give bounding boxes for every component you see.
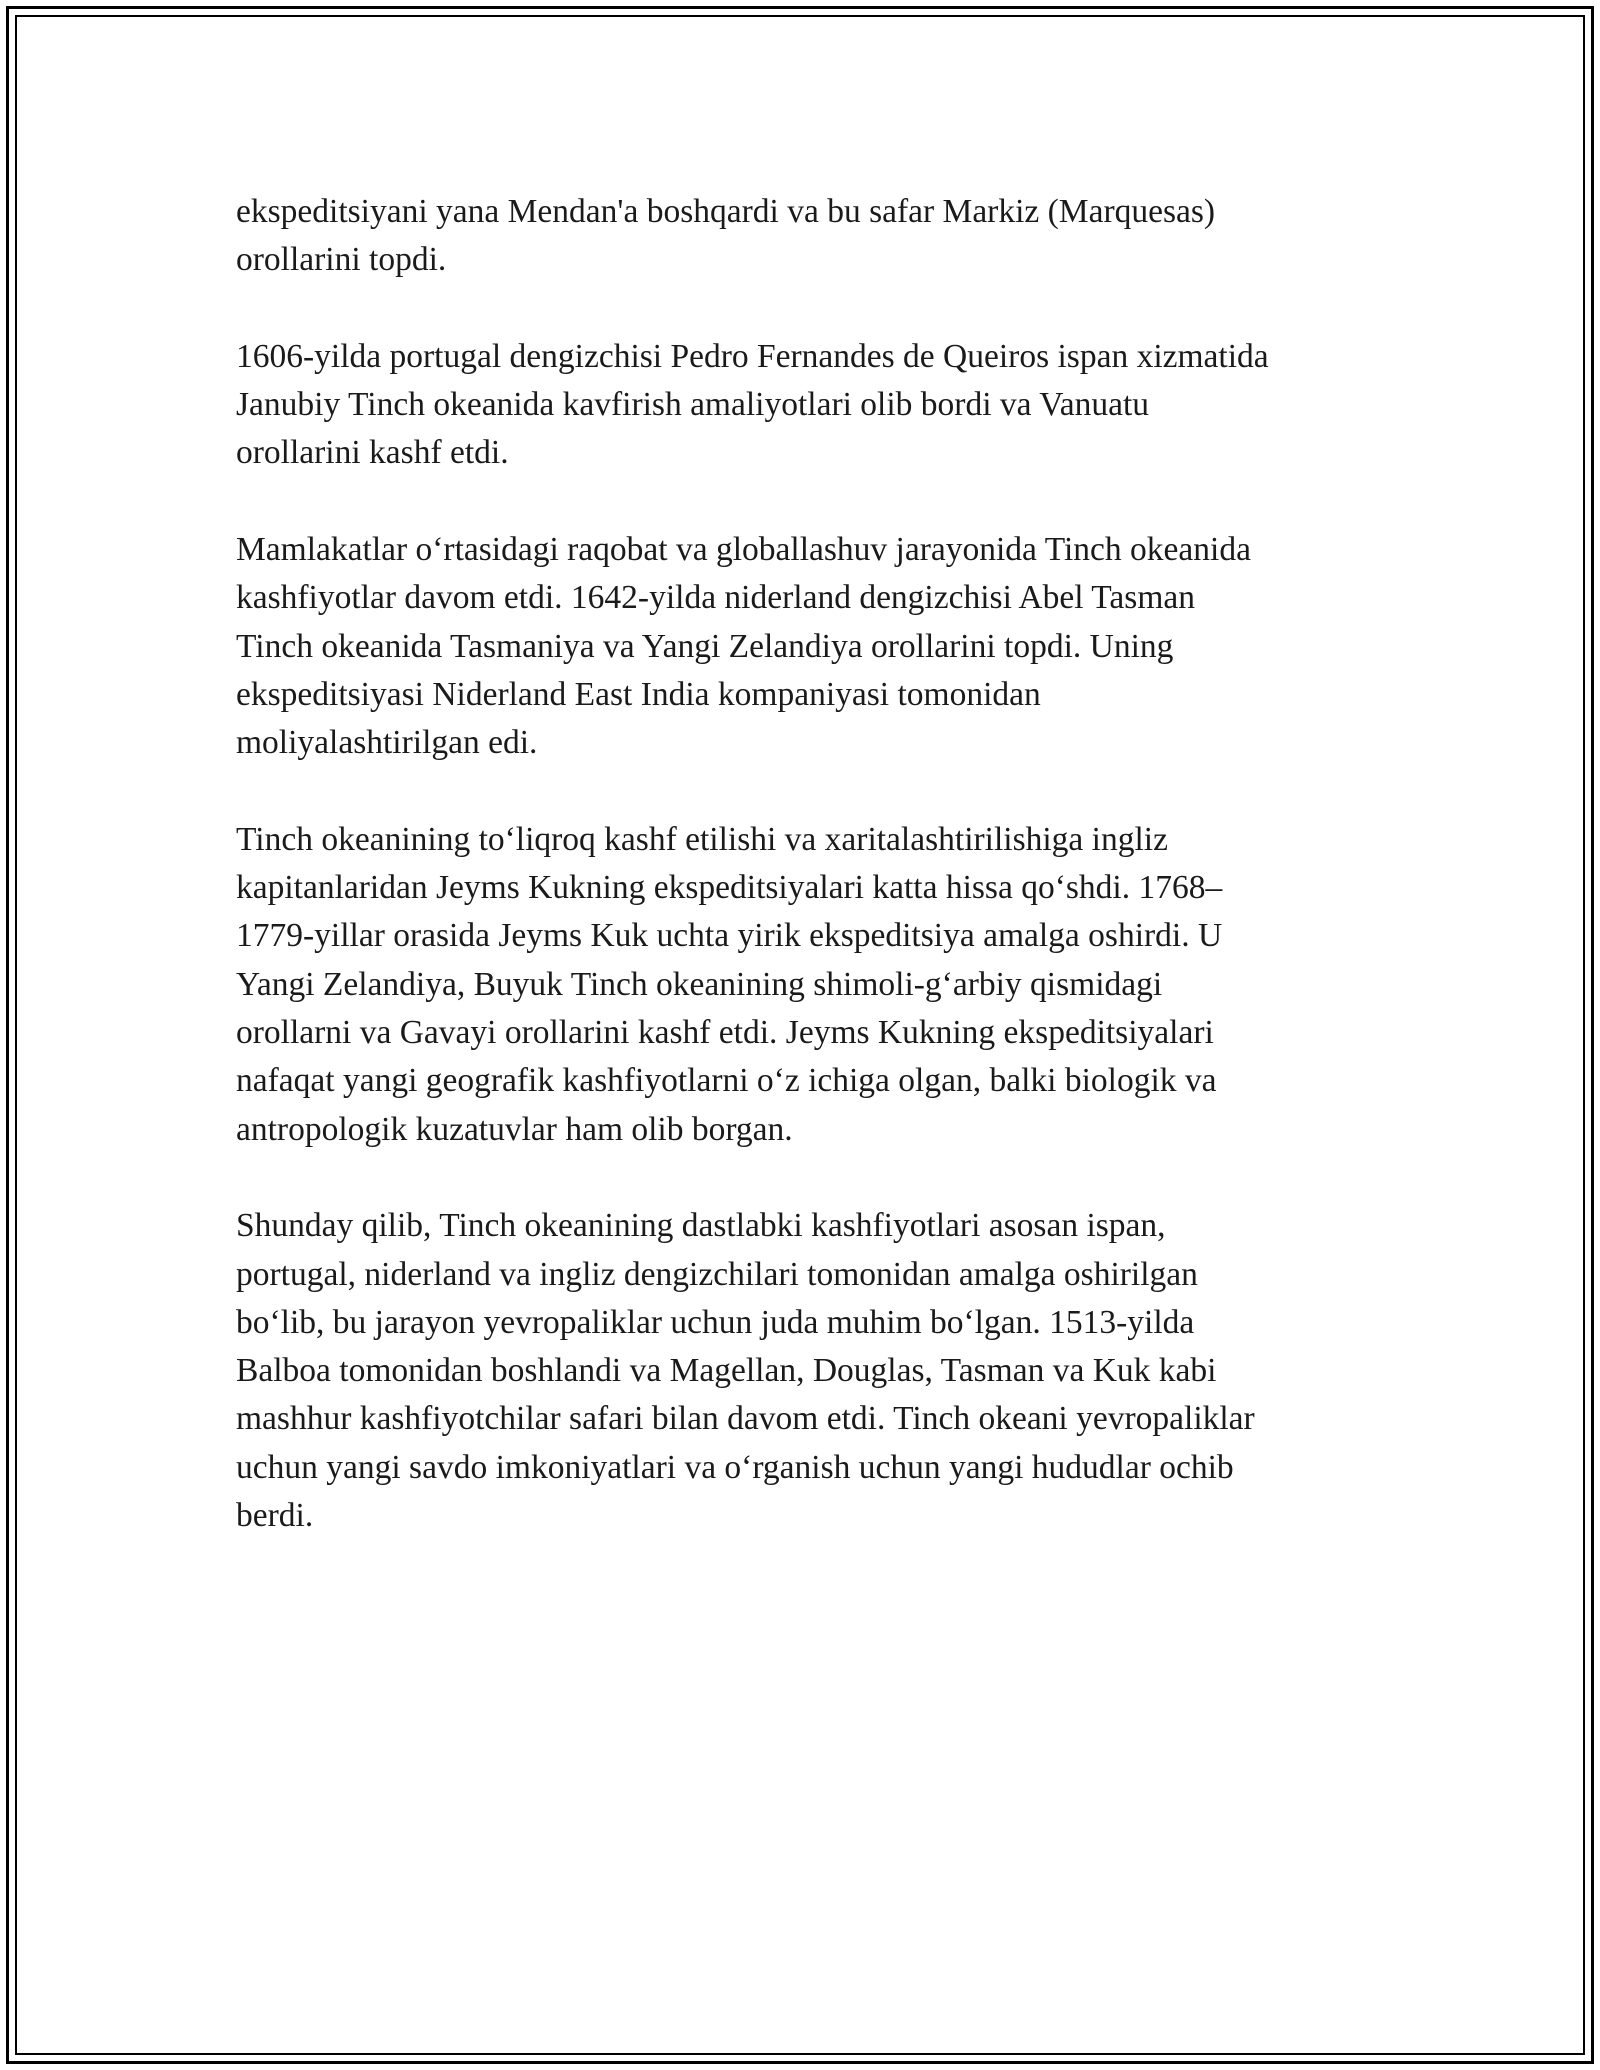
document-body: [236, 188, 1386, 1589]
paragraph-4: Tinch okeanining toʻliqroq kashf etilishi va xaritalashtirilishiga ingliz kapitanlaridan Jeyms Kukning ekspeditsiyalari katta hissa qoʻshdi. 1768– 1779-yillar orasida Jeyms Kuk uchta yirik ekspeditsiya amalga oshirdi. U Yangi Zelandiya, Buyuk Tinch okeanining shimoli-gʻarbiy qismidagi orollarni va Gavayi orollarini kashf etdi. Jeyms Kukning ekspeditsiyalari nafaqat yangi geografik kashfiyotlarni oʻz ichiga olgan, balki biologik va antropologik kuzatuvlar ham olib borgan.: [236, 820, 1223, 1148]
paragraph-5: Shunday qilib, Tinch okeanining dastlabki kashfiyotlari asosan ispan, portugal, niderland va ingliz dengizchilari tomonidan amalga oshirilgan boʻlib, bu jarayon yevropaliklar uchun juda muhim boʻlgan. 1513-yilda Balboa tomonidan boshlandi va Magellan, Douglas, Tasman va Kuk kabi mashhur kashfiyotchilar safari bilan davom etdi. Tinch okeani yevropaliklar uchun yangi savdo imkoniyatlari va oʻrganish uchun yangi hududlar ochib berdi.: [236, 1207, 1255, 1535]
paragraph-3: Mamlakatlar oʻrtasidagi raqobat va globallashuv jarayonida Tinch okeanida kashfiyotlar davom etdi. 1642-yilda niderland dengizchisi Abel Tasman Tinch okeanida Tasmaniya va Yangi Zelandiya orollarini topdi. Uning ekspeditsiyasi Niderland East India kompaniyasi tomonidan moliyalashtirilgan edi.: [236, 531, 1251, 762]
paragraph-2: 1606-yilda portugal dengizchisi Pedro Fernandes de Queiros ispan xizmatida Janubiy Tinch okeanida kavfirish amaliyotlari olib bordi va Vanuatu orollarini kashf etdi.: [236, 337, 1269, 472]
paragraph-1: ekspeditsiyani yana Mendan'a boshqardi va bu safar Markiz (Marquesas) orollarini topdi.: [236, 193, 1216, 279]
